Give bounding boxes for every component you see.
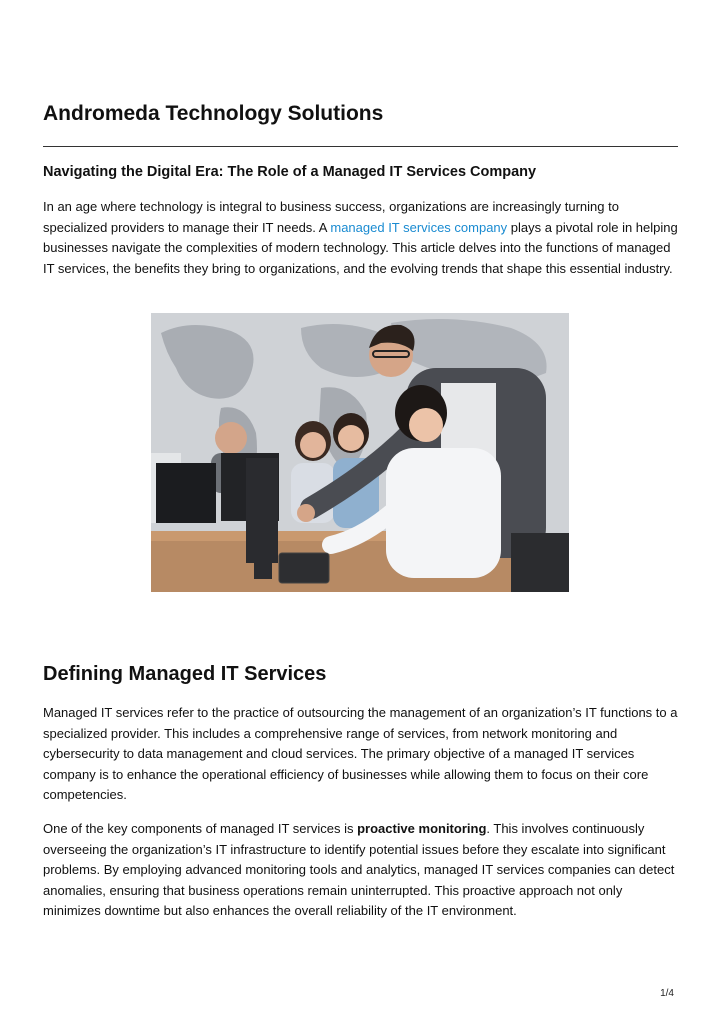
proactive-monitoring-paragraph [43, 819, 679, 922]
definition-paragraph: Managed IT services refer to the practice of outsourcing the management of an organization’s IT functions to a specialized provider. This includes a comprehensive range of services, from network monitoring and cybersecurity to data management and cloud services. The primary objective of a managed IT services company is to enhance the operational efficiency of businesses while allowing them to focus on their core competencies. [43, 705, 678, 803]
intro-text-after-link: plays a pivotal role in helping businesses navigate the complexities of modern technology. This article delves into the functions of managed IT services, the benefits they bring to organizations, and the evolving trends that shape this essential industry. [43, 219, 678, 276]
document-title: Andromeda Technology Solutions [43, 102, 384, 125]
office-team-photo [151, 313, 569, 592]
intro-paragraph [43, 197, 679, 279]
title-divider [43, 146, 678, 147]
proactive-monitoring-term: proactive monitoring [357, 821, 487, 836]
proactive-text-after-bold: . This involves continuously overseeing the organization’s IT infrastructure to identify potential issues before they escalate into significant problems. By employing advanced monitoring tools and analytics, managed IT services companies can detect anomalies, ensuring that business operations remain uninterrupted. This proactive approach not only minimizes downtime but also enhances the overall reliability of the IT environment. [43, 821, 675, 919]
page-number: 1/4 [660, 988, 674, 999]
proactive-text-before-bold: One of the key components of managed IT services is [43, 821, 358, 836]
intro-text-before-link: In an age where technology is integral to business success, organizations are increasingly turning to specialized providers to manage their IT needs. A [43, 199, 619, 235]
section-heading-defining: Defining Managed IT Services [43, 663, 327, 685]
article-subtitle: Navigating the Digital Era: The Role of a Managed IT Services Company [43, 164, 537, 180]
managed-it-services-link[interactable]: managed IT services company [330, 219, 508, 235]
